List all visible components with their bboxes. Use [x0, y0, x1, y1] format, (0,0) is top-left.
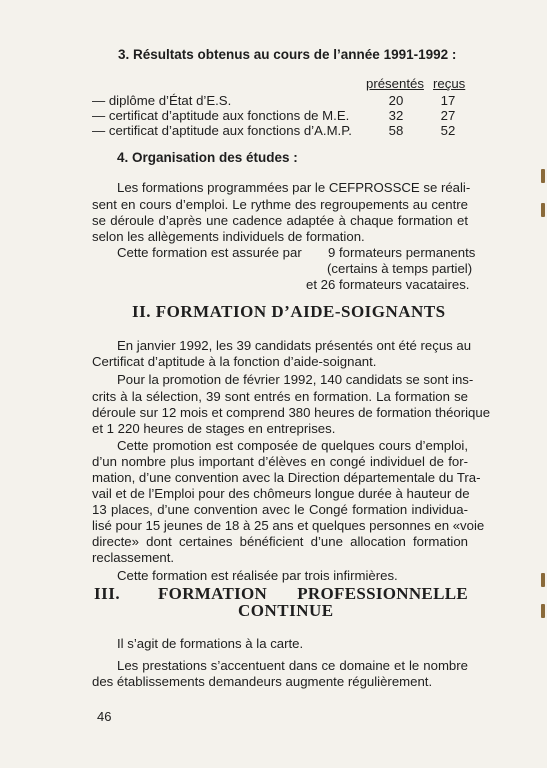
text-line: Cette formation est assurée par: [117, 245, 302, 260]
column-header-presentes: présentés: [366, 76, 424, 91]
results-row-presentes: 20: [388, 93, 404, 108]
section-3-heading: 3. Résultats obtenus au cours de l’année 1991-1992 :: [118, 47, 457, 62]
text-line: déroule sur 12 mois et comprend 380 heures de formation théorique: [92, 405, 491, 420]
results-row-recus: 52: [440, 123, 456, 138]
binder-edge-mark: [541, 169, 545, 183]
section-iii-number: III.: [94, 584, 121, 603]
text-line: crits à la sélection, 39 sont entrés en formation. La formation se: [92, 389, 468, 404]
text-line: 9 formateurs permanents: [328, 245, 476, 260]
text-line: Certificat d’aptitude à la fonction d’aide-soignant.: [92, 354, 377, 369]
text-line: selon les allègements individuels de formation.: [92, 229, 365, 244]
text-line: reclassement.: [92, 550, 175, 565]
results-row-recus: 17: [440, 93, 456, 108]
text-line: mation, d’une convention avec la Direction départementale du Tra-: [92, 470, 481, 485]
section-iii-heading: FORMATION PROFESSIONNELLE: [158, 584, 468, 603]
section-ii-heading: II. FORMATION D’AIDE-SOIGNANTS: [132, 302, 446, 321]
text-line: d’un nombre plus important d’élèves en congé individuel de for-: [92, 454, 468, 469]
text-line: Pour la promotion de février 1992, 140 candidats se sont ins-: [117, 372, 474, 387]
results-row-label: — certificat d’aptitude aux fonctions de M.E.: [92, 108, 350, 123]
text-line: Les prestations s’accentuent dans ce domaine et le nombre: [117, 658, 468, 673]
results-row-label: — diplôme d’État d’E.S.: [92, 93, 232, 108]
text-line: des établissements demandeurs augmente régulièrement.: [92, 674, 433, 689]
binder-edge-mark: [541, 604, 545, 618]
text-line: et 26 formateurs vacataires.: [306, 277, 470, 292]
text-line: (certains à temps partiel): [327, 261, 473, 276]
text-line: directe» dont certaines bénéficient d’une allocation formation: [92, 534, 468, 549]
section-iii-heading-continued: CONTINUE: [238, 601, 334, 620]
binder-edge-mark: [541, 573, 545, 587]
binder-edge-mark: [541, 203, 545, 217]
text-line: sent en cours d’emploi. Le rythme des regroupements au centre: [92, 197, 468, 212]
text-line: lisé pour 15 jeunes de 18 à 25 ans et quelques personnes en «voie: [92, 518, 485, 533]
text-line: Les formations programmées par le CEFPROSSCE se réali-: [117, 180, 471, 195]
column-header-recus: reçus: [433, 76, 466, 91]
text-line: se déroule d’après une cadence adaptée à chaque formation et: [92, 213, 468, 228]
results-row-presentes: 32: [388, 108, 404, 123]
section-4-heading: 4. Organisation des études :: [117, 150, 298, 165]
page-number: 46: [97, 709, 112, 724]
text-line: Cette formation est réalisée par trois infirmières.: [117, 568, 398, 583]
text-line: vail et de l’Emploi pour des chômeurs longue durée à hauteur de: [92, 486, 470, 501]
text-line: En janvier 1992, les 39 candidats présentés ont été reçus au: [117, 338, 472, 353]
text-line: Il s’agit de formations à la carte.: [117, 636, 304, 651]
results-row-label: — certificat d’aptitude aux fonctions d’A.M.P.: [92, 123, 352, 138]
results-row-recus: 27: [440, 108, 456, 123]
results-row-presentes: 58: [388, 123, 404, 138]
text-line: Cette promotion est composée de quelques cours d’emploi,: [117, 438, 468, 453]
text-line: et 1 220 heures de stages en entreprises.: [92, 421, 336, 436]
text-line: 13 places, d’une convention avec le Congé formation individua-: [92, 502, 468, 517]
